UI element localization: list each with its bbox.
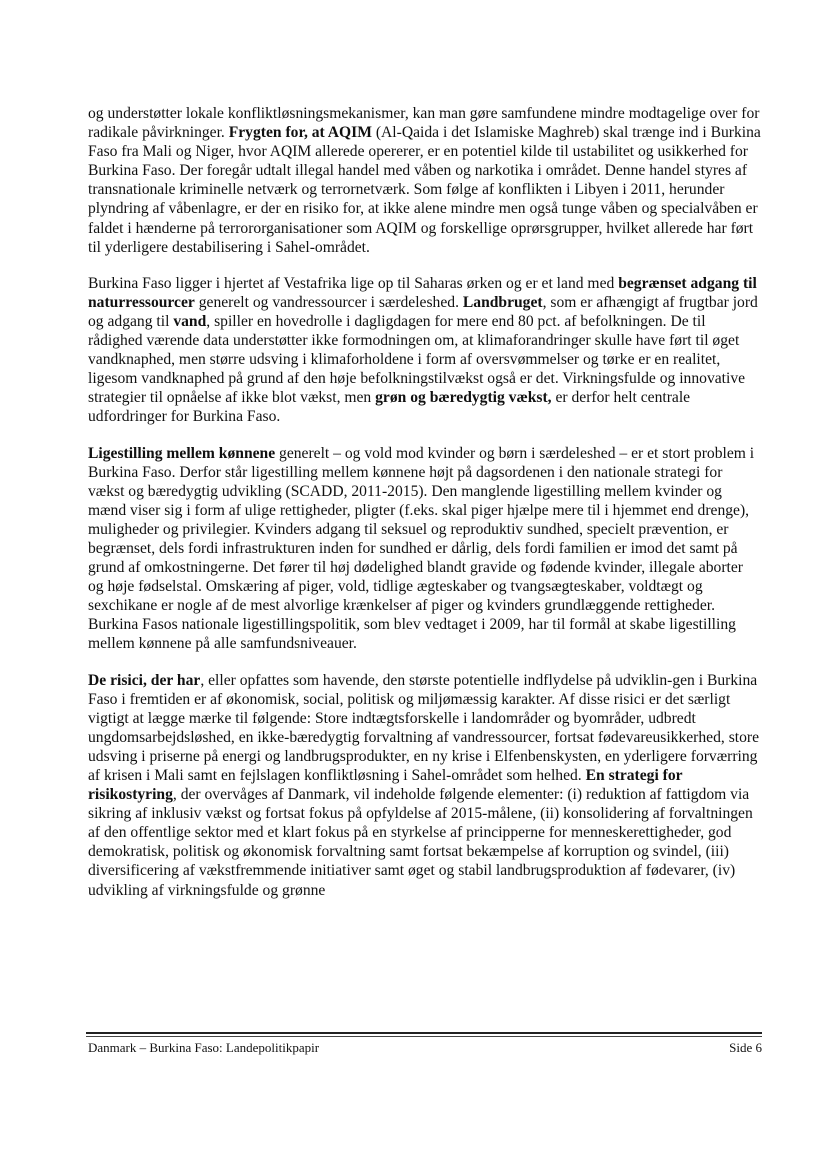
text-run: , eller opfattes som havende, den største potentielle indflydelse på udviklin-gen i Burkina Faso i fremtiden er af økonomisk, social, politisk og miljømæssig karakter. Af disse risici er det særligt vigtigt at lægge mærke til følgende: Store indtægtsforskelle i landområder og byområder, udbredt ungdomsarbejdsløshed, en ikke-bæredygtig forvaltning af vandressourcer, fortsat fødevareusikkerhed, store udsving i priserne på energi og landbrugsprodukter, en ny krise i Elfenbenskysten, en yderligere forværring af krisen i Mali samt en fejlslagen konfliktløsning i Sahel-området som helhed. (88, 671, 760, 784)
text-run: generelt og vandressourcer i særdeleshed. (194, 293, 463, 311)
text-run: generelt – og vold mod kvinder og børn i særdeleshed – er et stort problem i Burkina Faso. Derfor står ligestilling mellem kønnene højt på dagsordenen i den nationale strategi for vækst og bæredygtig udvikling (SCADD, 2011-2015). Den manglende ligestilling mellem kvinder og mænd viser sig i form af ulige rettigheder, pligter (f.eks. skal piger hjælpe mere til i hjemmet end drenge), muligheder og privilegier. Kvinders adgang til seksuel og reproduktiv sundhed, specielt prævention, er begrænset, dels fordi infrastrukturen inden for sundhed er dårlig, dels fordi familien er imod det samt på grund af omkostningerne. Det fører til høj dødelighed blandt gravide og fødende kvinder, illegale aborter og høje fødselstal. Omskæring af piger, vold, tidlige ægteskaber og tvangsægteskaber, voldtægt og sexchikane er nogle af de mest alvorlige krænkelser af piger og kvinders grundlæggende rettigheder. Burkina Fasos nationale ligestillingspolitik, som blev vedtaget i 2009, har til formål at skabe ligestilling mellem kønnene på alle samfundsniveauer. (88, 444, 755, 653)
bold-text-run: Frygten for, at AQIM (228, 124, 372, 142)
bold-text-run: En strategi for risikostyring (88, 767, 683, 804)
bold-text-run: Landbruget (462, 293, 543, 311)
text-run: og understøtter lokale konfliktløsningsmekanismer, kan man gøre samfundene mindre modtagelige over for radikale påvirkninger. (88, 105, 760, 142)
paragraph-aqim (88, 104, 762, 257)
footer-document-title: Danmark – Burkina Faso: Landepolitikpapir (88, 1040, 320, 1055)
page-footer (88, 1040, 762, 1056)
text-run: Burkina Faso ligger i hjertet af Vestafrika lige op til Saharas ørken og er et land med (88, 274, 619, 292)
bold-text-run: grøn og bæredygtig vækst, (375, 389, 552, 407)
bold-text-run: begrænset adgang til naturressourcer (88, 274, 757, 311)
bold-text-run: Ligestilling mellem kønnene (88, 444, 276, 462)
bold-text-run: vand (173, 312, 207, 330)
text-run: , spiller en hovedrolle i dagligdagen for mere end 80 pct. af befolkningen. De til rådighed værende data understøtter ikke formodningen om, at klimaforandringer skulle have ført til øget vandknaphed, men større udsving i klimaforholdene i form af oversvømmelser og tørke er en realitet, ligesom vandknaphed på grund af den høje befolkningstilvækst også er det. Virkningsfulde og innovative strategier til opnåelse af ikke blot vækst, men (88, 312, 746, 407)
paragraph-natural-resources (88, 274, 762, 427)
footer-divider-thick (86, 1032, 762, 1034)
paragraph-gender-equality (88, 444, 762, 654)
paragraph-risks (88, 671, 762, 900)
bold-text-run: De risici, der har (88, 671, 201, 689)
text-run: er derfor helt centrale udfordringer for Burkina Faso. (88, 389, 691, 426)
text-run: , der overvåges af Danmark, vil indeholde følgende elementer: (i) reduktion af fattigdom via sikring af inklusiv vækst og fortsat fokus på opfyldelse af 2015-målene, (ii) konsolidering af forvaltningen af den offentlige sektor med et klart fokus på en styrkelse af principperne for menneskerettigheder, god demokratisk, politisk og økonomisk forvaltning samt fortsat bekæmpelse af korruption og svindel, (iii) diversificering af vækstfremmende initiativer samt øget og stabil landbrugsproduktion af fødevarer, (iv) udvikling af virkningsfulde og grønne (88, 786, 753, 899)
text-run: , som er afhængigt af frugtbar jord og adgang til (88, 293, 758, 330)
footer-page-number: Side 6 (729, 1040, 762, 1055)
document-body (88, 104, 762, 917)
text-run: (Al-Qaida i det Islamiske Maghreb) skal trænge ind i Burkina Faso fra Mali og Niger, hvor AQIM allerede opererer, er en potentiel kilde til ustabilitet og usikkerhed for Burkina Faso. Der foregår udtalt illegal handel med våben og narkotika i området. Denne handel styres af transnationale kriminelle netværk og terrornetværk. Som følge af konflikten i Libyen i 2011, herunder plyndring af våbenlagre, er der en risiko for, at ikke alene mindre men også tunge våben og specialvåben er faldet i hænderne på terrororganisationer som AQIM og forskellige oprørsgrupper, hvilket allerede har ført til yderligere destabilisering i Sahel-området. (88, 124, 761, 256)
footer-divider-thin (86, 1036, 762, 1037)
